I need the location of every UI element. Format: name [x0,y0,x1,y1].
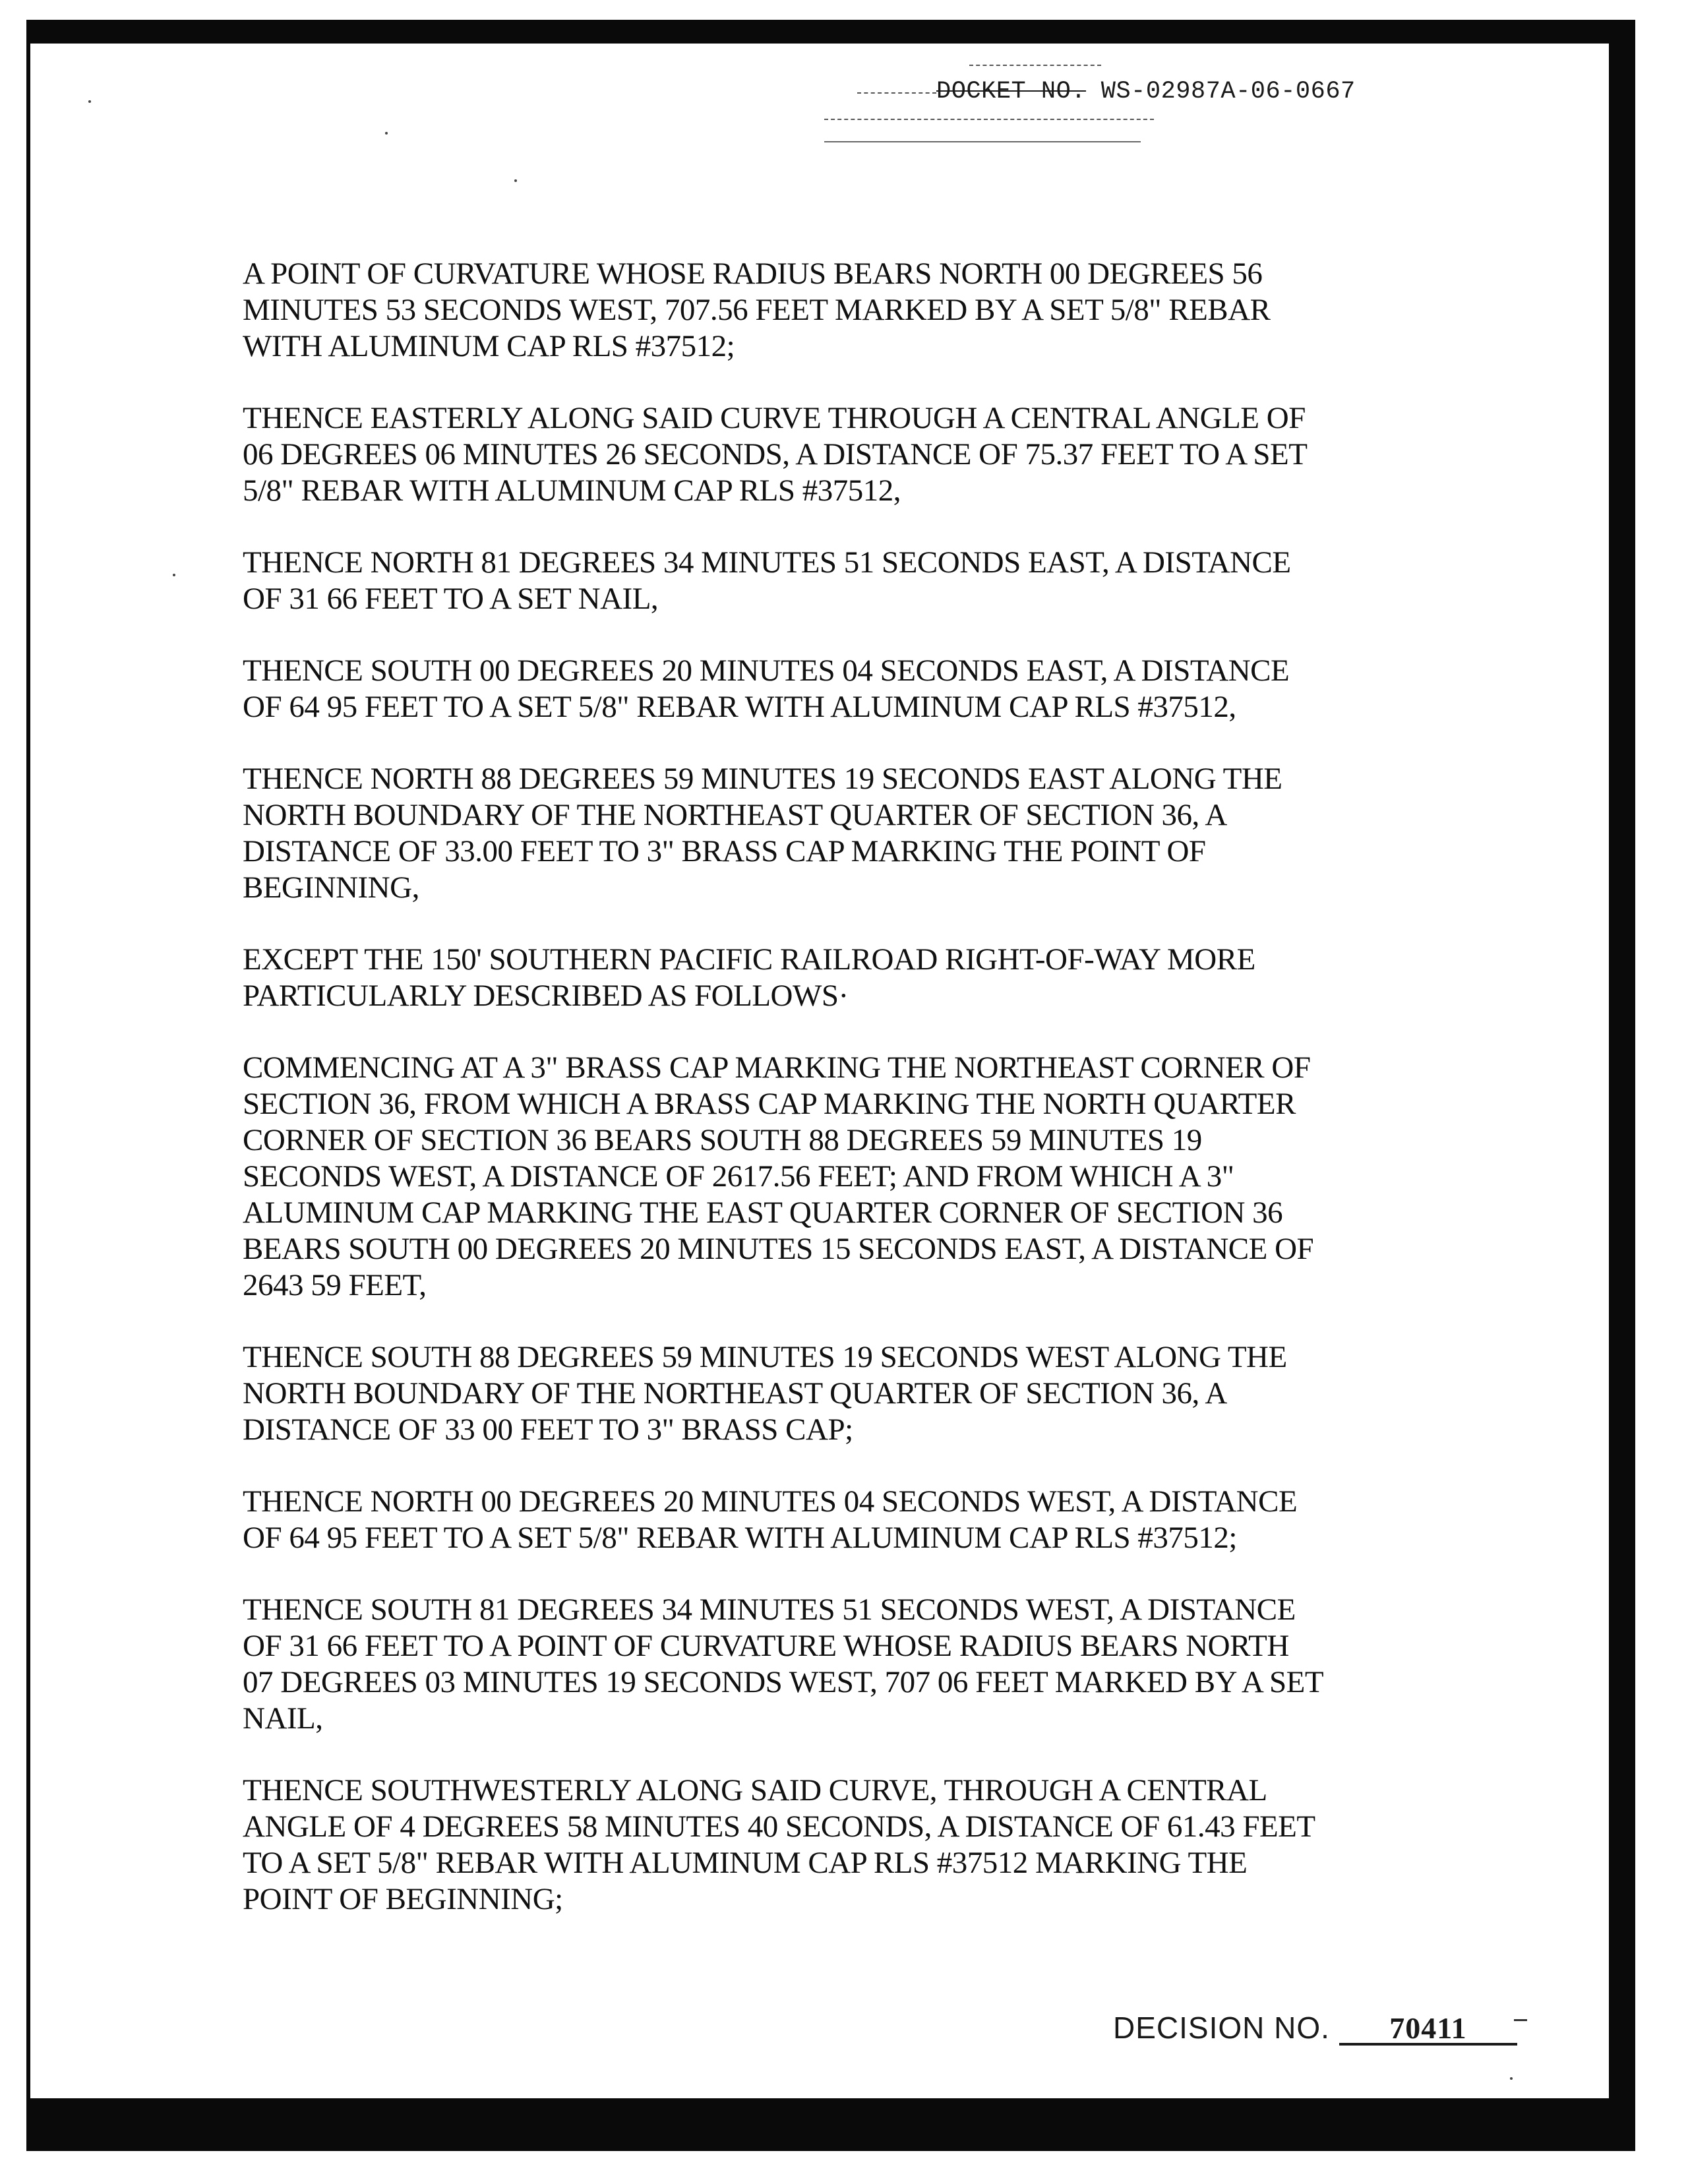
header-scan-line [824,119,1154,121]
scan-speck [514,179,517,182]
paragraph: THENCE SOUTHWESTERLY ALONG SAID CURVE, THROUGH A CENTRAL ANGLE OF 4 DEGREES 58 MINUTES 40 SECONDS, A DISTANCE OF 61.43 FEET TO A SET 5/8" REBAR WITH ALUMINUM CAP RLS #37512 MARKING THE POINT OF BEGINNING; [243,1773,1315,1916]
page-border-left [26,20,30,2151]
scan-speck [1510,2077,1513,2080]
scan-speck [88,100,91,103]
scan-mark [1514,2019,1527,2021]
paragraph: THENCE NORTH 00 DEGREES 20 MINUTES 04 SECONDS WEST, A DISTANCE OF 64 95 FEET TO A SET 5/8" REBAR WITH ALUMINUM CAP RLS #37512; [243,1484,1298,1555]
scan-speck [385,132,388,135]
paragraph: THENCE SOUTH 00 DEGREES 20 MINUTES 04 SECONDS EAST, A DISTANCE OF 64 95 FEET TO A SET 5/8" REBAR WITH ALUMINUM CAP RLS #37512, [243,653,1290,724]
decision-number-footer [1113,2010,1517,2046]
paragraph: THENCE SOUTH 81 DEGREES 34 MINUTES 51 SECONDS WEST, A DISTANCE OF 31 66 FEET TO A POINT OF CURVATURE WHOSE RADIUS BEARS NORTH 07 DEGREES 03 MINUTES 19 SECONDS WEST, 707 06 FEET MARKED BY A SET NAIL, [243,1592,1324,1736]
paragraph: EXCEPT THE 150' SOUTHERN PACIFIC RAILROAD RIGHT-OF-WAY MORE PARTICULARLY DESCRIBED AS FOLLOWS· [243,942,1255,1013]
legal-description [243,256,1357,1953]
header-scan-line [824,141,1141,144]
page-border-right [1609,20,1635,2151]
decision-label: DECISION NO. [1113,2011,1330,2045]
paragraph: COMMENCING AT A 3" BRASS CAP MARKING THE NORTHEAST CORNER OF SECTION 36, FROM WHICH A BRASS CAP MARKING THE NORTH QUARTER CORNER OF SECTION 36 BEARS SOUTH 88 DEGREES 59 MINUTES 19 SECONDS WEST, A DISTANCE OF 2617.56 FEET; AND FROM WHICH A 3" ALUMINUM CAP MARKING THE EAST QUARTER CORNER OF SECTION 36 BEARS SOUTH 00 DEGREES 20 MINUTES 15 SECONDS EAST, A DISTANCE OF 2643 59 FEET, [243,1050,1314,1302]
docket-number: WS-02987A-06-0667 [1100,78,1356,106]
page-border-top [26,20,1635,44]
paragraph: THENCE EASTERLY ALONG SAID CURVE THROUGH A CENTRAL ANGLE OF 06 DEGREES 06 MINUTES 26 SECONDS, A DISTANCE OF 75.37 FEET TO A SET 5/8" REBAR WITH ALUMINUM CAP RLS #37512, [243,401,1308,508]
docket-number-header [936,78,1356,106]
header-scan-line [969,65,1101,67]
header-scan-line [857,92,936,95]
decision-number: 70411 [1339,2014,1517,2046]
paragraph: THENCE NORTH 81 DEGREES 34 MINUTES 51 SECONDS EAST, A DISTANCE OF 31 66 FEET TO A SET NAIL, [243,545,1291,616]
page-border-bottom [26,2098,1635,2151]
docket-label: DOCKET NO. [936,78,1087,106]
scan-speck [173,574,175,576]
paragraph: A POINT OF CURVATURE WHOSE RADIUS BEARS NORTH 00 DEGREES 56 MINUTES 53 SECONDS WEST, 707.56 FEET MARKED BY A SET 5/8" REBAR WITH ALUMINUM CAP RLS #37512; [243,257,1271,363]
paragraph: THENCE NORTH 88 DEGREES 59 MINUTES 19 SECONDS EAST ALONG THE NORTH BOUNDARY OF THE NORTHEAST QUARTER OF SECTION 36, A DISTANCE OF 33.00 FEET TO 3" BRASS CAP MARKING THE POINT OF BEGINNING, [243,762,1282,905]
paragraph: THENCE SOUTH 88 DEGREES 59 MINUTES 19 SECONDS WEST ALONG THE NORTH BOUNDARY OF THE NORTHEAST QUARTER OF SECTION 36, A DISTANCE OF 33 00 FEET TO 3" BRASS CAP; [243,1340,1287,1447]
